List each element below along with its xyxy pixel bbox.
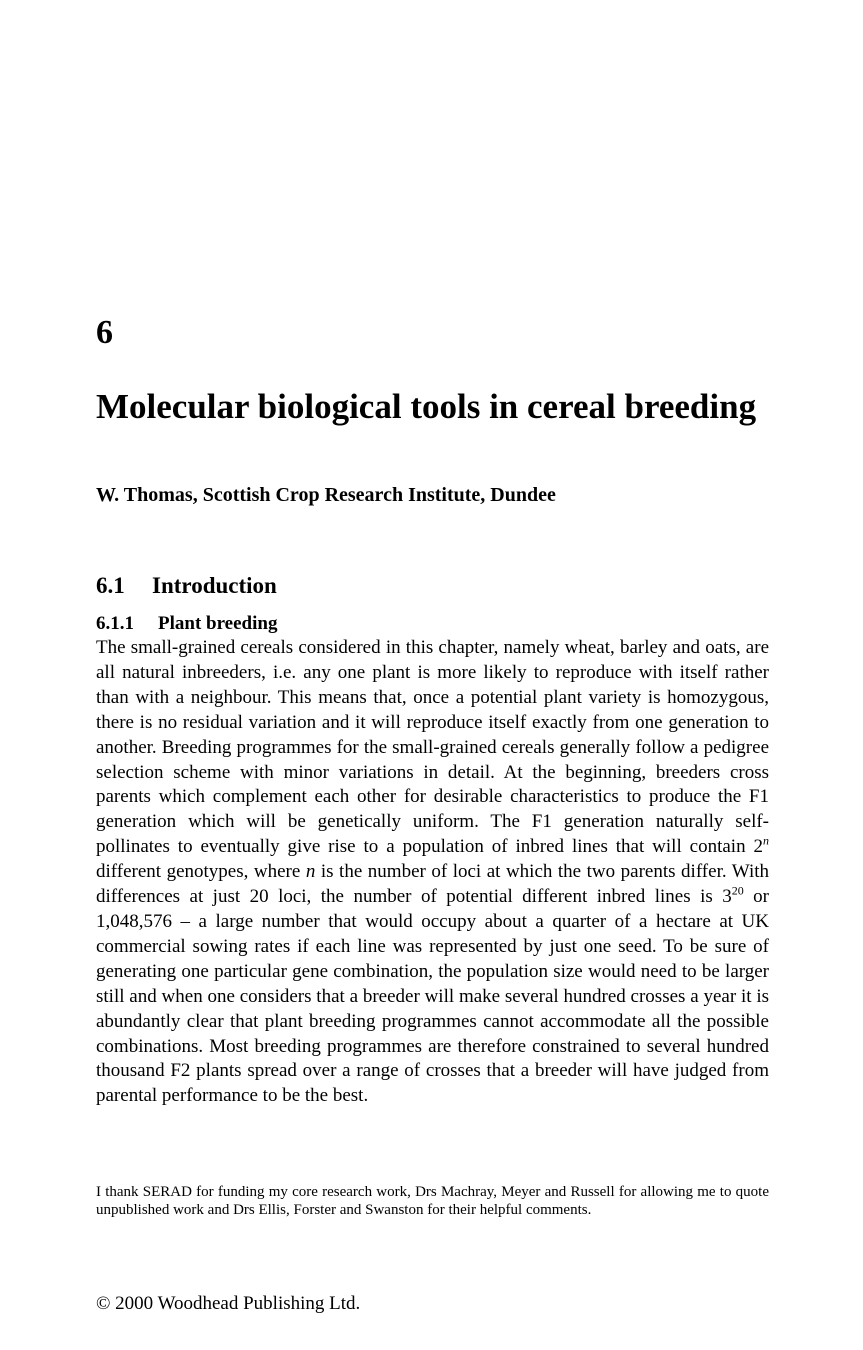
chapter-title: Molecular biological tools in cereal breeding [96, 387, 757, 426]
body-text-part-2: different genotypes, where [96, 861, 306, 883]
subsection-heading [96, 612, 277, 636]
section-heading [96, 572, 277, 600]
author-affiliation: W. Thomas, Scottish Crop Research Institute, Dundee [96, 484, 556, 506]
section-number: 6.1 [96, 573, 125, 598]
acknowledgement-footnote: I thank SERAD for funding my core research work, Drs Machray, Meyer and Russell for allowing me to quote unpublished work and Drs Ellis, Forster and Swanston for their helpful comments. [96, 1184, 769, 1218]
variable-n: n [305, 861, 316, 883]
section-title: Introduction [152, 573, 277, 598]
copyright-notice: © 2000 Woodhead Publishing Ltd. [96, 1293, 361, 1314]
body-paragraph [96, 636, 769, 1109]
exponent-n: n [763, 833, 769, 848]
chapter-number: 6 [96, 314, 113, 351]
body-text-part-1: The small-grained cereals considered in this chapter, namely wheat, barley and oats, are all natural inbreeders, i.e. any one plant is more likely to reproduce with itself rather than with a neighbour. This means that, once a potential plant variety is homozygous, there is no residual variation and it will reproduce itself exactly from one generation to another. Breeding programmes for the small-grained cereals generally follow a pedigree selection scheme with minor variations in detail. At the beginning, breeders cross parents which complement each other for desirable characteristics to produce the F1 generation which will be genetically uniform. The F1 generation naturally self-pollinates to eventually give rise to a population of inbred lines that will contain 2 [96, 637, 769, 858]
subsection-number: 6.1.1 [96, 613, 134, 634]
subsection-title: Plant breeding [158, 613, 278, 634]
body-text-part-4: or 1,048,576 – a large number that would occupy about a quarter of a hectare at UK commercial sowing rates if each line was represented by just one seed. To be sure of generating one particular gene combination, the population size would need to be larger still and when one considers that a breeder will make several hundred crosses a year it is abundantly clear that plant breeding programmes cannot accommodate all the possible combinations. Most breeding programmes are therefore constrained to several hundred thousand F2 plants spread over a range of crosses that a breeder will have judged from parental performance to be the best. [96, 886, 769, 1107]
body-text-part-3: is the number of loci at which the two parents differ. With differences at just 20 loci, the number of potential different inbred lines is 3 [96, 861, 770, 908]
exponent-20: 20 [731, 883, 744, 898]
